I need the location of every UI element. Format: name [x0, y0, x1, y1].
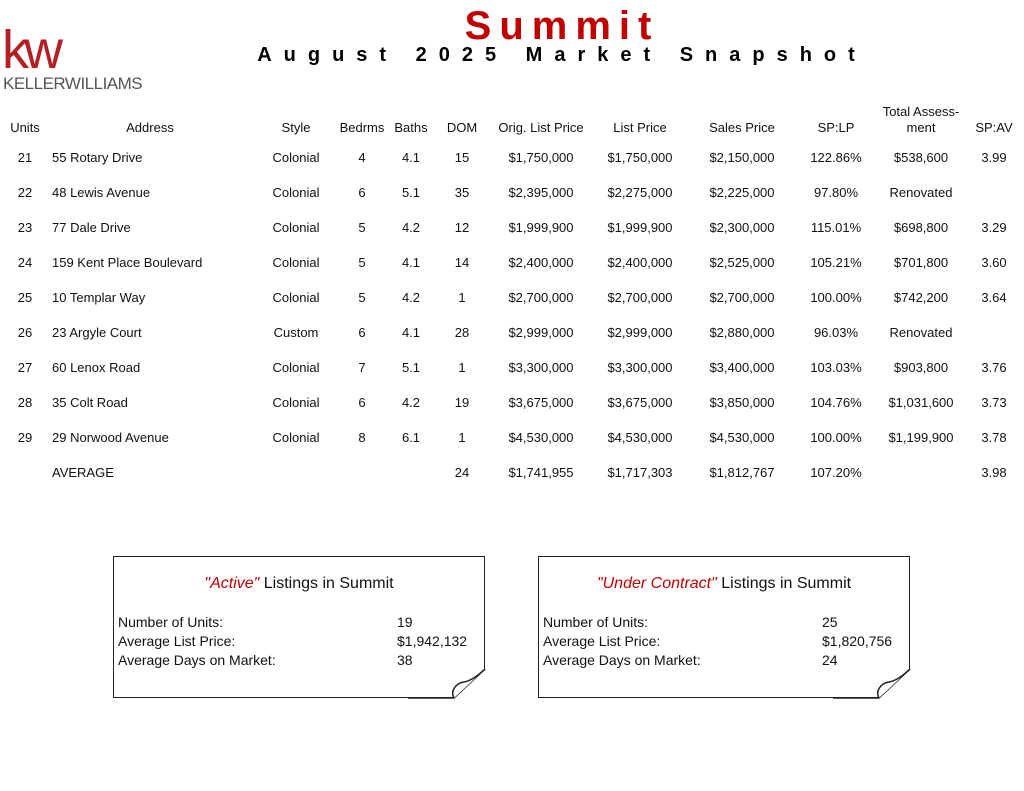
cell-dom: 1 — [458, 360, 466, 375]
cell-bedrms: 5 — [358, 290, 366, 305]
sales-table — [4, 92, 1020, 489]
table-row — [4, 210, 1020, 245]
cell-address: 48 Lewis Avenue — [52, 185, 151, 200]
kw-logo-mark: kw — [2, 20, 58, 80]
cell-sales-price: $2,225,000 — [709, 185, 775, 200]
average-sp-av: 3.98 — [981, 464, 1007, 480]
col-units: Units — [10, 120, 40, 135]
cell-bedrms: 6 — [358, 325, 366, 340]
cell-orig-list-price: $2,395,000 — [508, 185, 574, 200]
cell-orig-list-price: $2,400,000 — [508, 255, 574, 270]
col-list-price: List Price — [613, 120, 667, 135]
cell-bedrms: 5 — [358, 220, 366, 235]
contract-units-label: Number of Units: — [543, 614, 649, 630]
cell-baths: 4.2 — [401, 395, 421, 410]
cell-address: 29 Norwood Avenue — [52, 430, 169, 445]
cell-unit — [4, 455, 46, 489]
cell-baths: 4.1 — [401, 325, 421, 340]
cell-address: 55 Rotary Drive — [52, 150, 143, 165]
page-curl-icon — [833, 669, 911, 699]
active-card-title: "Active" Listings in Summit — [204, 575, 394, 592]
cell-baths: 4.1 — [401, 150, 421, 165]
cell-sp-av: 3.78 — [981, 430, 1007, 445]
cell-style: Colonial — [272, 290, 320, 305]
cell-sp-av: 3.60 — [981, 255, 1007, 270]
cell-bedrms: 5 — [358, 255, 366, 270]
cell-orig-list-price: $2,999,000 — [508, 325, 574, 340]
page-subtitle: August 2025 Market Snapshot — [257, 44, 867, 66]
cell-orig-list-price: $2,700,000 — [508, 290, 574, 305]
cell-sp-lp: 103.03% — [810, 360, 862, 375]
cell-list-price: $2,400,000 — [607, 255, 673, 270]
average-orig-list-price: $1,741,955 — [508, 464, 574, 480]
cell-sales-price: $2,880,000 — [709, 325, 775, 340]
table-header-row — [4, 92, 1020, 140]
cell-sp-lp: 104.76% — [810, 395, 862, 410]
cell-unit: 24 — [17, 255, 33, 270]
cell-unit: 26 — [17, 325, 33, 340]
cell-baths: 4.1 — [401, 255, 421, 270]
cell-list-price: $2,275,000 — [607, 185, 673, 200]
under-contract-listings-card — [538, 556, 910, 698]
cell-baths: 4.2 — [401, 220, 421, 235]
average-list-price: $1,717,303 — [607, 464, 673, 480]
cell-sales-price: $2,300,000 — [709, 220, 775, 235]
active-avg-dom-label: Average Days on Market: — [118, 652, 276, 668]
contract-card-title: "Under Contract" Listings in Summit — [596, 575, 852, 592]
active-avg-price-label: Average List Price: — [118, 633, 236, 649]
cell-sp-av: 3.99 — [981, 150, 1007, 165]
col-bedrms: Bedrms — [339, 120, 385, 135]
cell-list-price: $3,675,000 — [607, 395, 673, 410]
cell-sp-lp: 97.80% — [813, 185, 859, 200]
col-baths: Baths — [394, 120, 428, 135]
average-sales-price: $1,812,767 — [709, 464, 775, 480]
cell-bedrms: 4 — [358, 150, 366, 165]
cell-bedrms: 6 — [358, 395, 366, 410]
cell-sales-price: $4,530,000 — [709, 430, 775, 445]
cell-baths: 5.1 — [401, 360, 421, 375]
cell-list-price: $3,300,000 — [607, 360, 673, 375]
cell-list-price: $1,999,900 — [607, 220, 673, 235]
cell-orig-list-price: $3,675,000 — [508, 395, 574, 410]
average-label: AVERAGE — [52, 464, 114, 480]
cell-unit: 21 — [17, 150, 33, 165]
cell-sp-lp: 96.03% — [813, 325, 859, 340]
cell-unit: 27 — [17, 360, 33, 375]
cell-sp-lp: 100.00% — [810, 430, 862, 445]
cell-orig-list-price: $3,300,000 — [508, 360, 574, 375]
cell-style: Colonial — [272, 185, 320, 200]
cell-style: Colonial — [272, 430, 320, 445]
cell-sp-av: 3.76 — [981, 360, 1007, 375]
cell-address: 23 Argyle Court — [52, 325, 142, 340]
active-avg-dom-value: 38 — [397, 652, 413, 668]
table-row — [4, 280, 1020, 315]
cell-assessment: $701,800 — [893, 255, 949, 270]
contract-avg-dom-label: Average Days on Market: — [543, 652, 701, 668]
table-row — [4, 175, 1020, 210]
cell-sp-av: 3.29 — [981, 220, 1007, 235]
cell-sales-price: $2,150,000 — [709, 150, 775, 165]
cell-style: Colonial — [272, 360, 320, 375]
cell-dom: 28 — [454, 325, 470, 340]
active-units-value: 19 — [397, 614, 413, 630]
cell-assessment: Renovated — [889, 325, 953, 340]
cell-sp-av — [968, 315, 1020, 350]
cell-assessment: $742,200 — [893, 290, 949, 305]
cell-style: Custom — [273, 325, 319, 340]
cell-unit: 29 — [17, 430, 33, 445]
cell-sp-av: 3.64 — [981, 290, 1007, 305]
table-row — [4, 245, 1020, 280]
col-orig-list-price: Orig. List Price — [498, 120, 584, 135]
cell-dom: 1 — [458, 290, 466, 305]
col-dom: DOM — [446, 120, 478, 135]
cell-bedrms: 8 — [358, 430, 366, 445]
table-row — [4, 140, 1020, 175]
cell-address: 60 Lenox Road — [52, 360, 141, 375]
cell-baths: 5.1 — [401, 185, 421, 200]
cell-assessment: $903,800 — [893, 360, 949, 375]
cell-address: 77 Dale Drive — [52, 220, 131, 235]
cell-assessment: $1,199,900 — [888, 430, 954, 445]
cell-sp-lp: 105.21% — [810, 255, 862, 270]
average-dom: 24 — [454, 464, 470, 480]
cell-dom: 14 — [454, 255, 470, 270]
cell-sp-lp: 100.00% — [810, 290, 862, 305]
cell-orig-list-price: $1,999,900 — [508, 220, 574, 235]
cell-address: 10 Templar Way — [52, 290, 146, 305]
cell-address: 35 Colt Road — [52, 395, 128, 410]
cell-list-price: $1,750,000 — [607, 150, 673, 165]
cell-sp-lp: 115.01% — [810, 220, 862, 235]
col-sp-av: SP:AV — [975, 120, 1013, 135]
cell-dom: 35 — [454, 185, 470, 200]
cell-unit: 28 — [17, 395, 33, 410]
cell-assessment: $1,031,600 — [888, 395, 954, 410]
page-title: Summit — [464, 4, 660, 48]
cell-sp-lp: 122.86% — [810, 150, 862, 165]
cell-sp-av — [968, 175, 1020, 210]
col-total-assessment: Total Assess- ment — [882, 104, 960, 135]
cell-bedrms: 6 — [358, 185, 366, 200]
cell-style: Colonial — [272, 220, 320, 235]
kw-logo-text: KELLERWILLIAMS — [3, 74, 143, 93]
cell-list-price: $4,530,000 — [607, 430, 673, 445]
col-style: Style — [281, 120, 311, 135]
active-listings-card — [113, 556, 485, 698]
table-row — [4, 350, 1020, 385]
cell-unit: 22 — [17, 185, 33, 200]
cell-unit: 25 — [17, 290, 33, 305]
cell-assessment: $538,600 — [893, 150, 949, 165]
cell-sales-price: $3,400,000 — [709, 360, 775, 375]
table-row — [4, 420, 1020, 455]
contract-avg-price-label: Average List Price: — [543, 633, 661, 649]
table-row — [4, 315, 1020, 350]
col-sp-lp: SP:LP — [817, 120, 855, 135]
active-avg-price-value: $1,942,132 — [397, 633, 468, 649]
table-row — [4, 385, 1020, 420]
cell-dom: 12 — [454, 220, 470, 235]
cell-baths: 4.2 — [401, 290, 421, 305]
cell-orig-list-price: $1,750,000 — [508, 150, 574, 165]
cell-baths: 6.1 — [401, 430, 421, 445]
cell-list-price: $2,700,000 — [607, 290, 673, 305]
contract-avg-dom-value: 24 — [822, 652, 838, 668]
cell-sales-price: $2,525,000 — [709, 255, 775, 270]
cell-orig-list-price: $4,530,000 — [508, 430, 574, 445]
cell-style: Colonial — [272, 395, 320, 410]
contract-units-value: 25 — [822, 614, 838, 630]
cell-style: Colonial — [272, 150, 320, 165]
cell-list-price: $2,999,000 — [607, 325, 673, 340]
cell-sp-av: 3.73 — [981, 395, 1007, 410]
cell-dom: 15 — [454, 150, 470, 165]
active-units-label: Number of Units: — [118, 614, 224, 630]
cell-assessment: $698,800 — [893, 220, 949, 235]
cell-bedrms: 7 — [358, 360, 366, 375]
col-address: Address — [126, 120, 174, 135]
cell-sales-price: $2,700,000 — [709, 290, 775, 305]
cell-sales-price: $3,850,000 — [709, 395, 775, 410]
cell-assessment: Renovated — [889, 185, 953, 200]
cell-style: Colonial — [272, 255, 320, 270]
contract-avg-price-value: $1,820,756 — [822, 633, 893, 649]
average-row — [4, 455, 1020, 489]
average-sp-lp: 107.20% — [810, 464, 862, 480]
col-sales-price: Sales Price — [709, 120, 775, 135]
page-curl-icon — [408, 669, 486, 699]
cell-unit: 23 — [17, 220, 33, 235]
cell-dom: 1 — [458, 430, 466, 445]
cell-dom: 19 — [454, 395, 470, 410]
cell-address: 159 Kent Place Boulevard — [52, 255, 203, 270]
